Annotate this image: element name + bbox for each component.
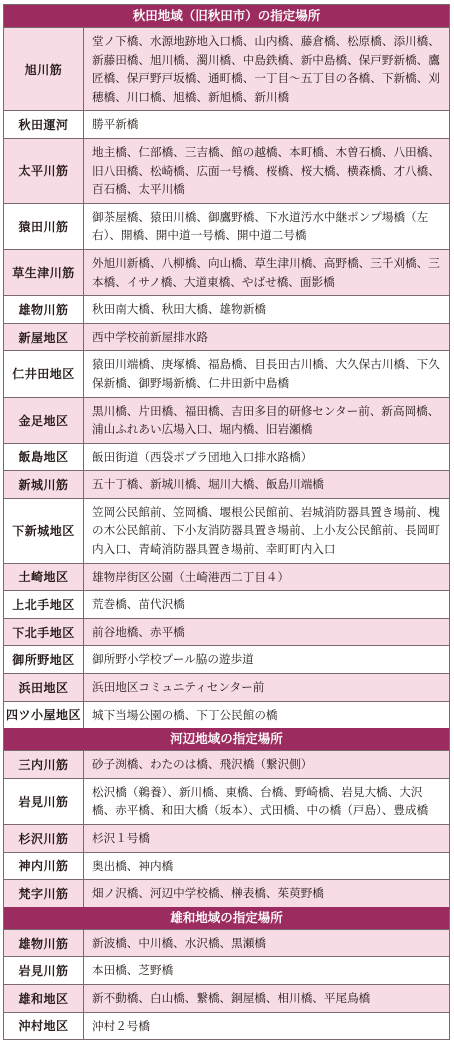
place-list: 荒巻橋、苗代沢橋 bbox=[92, 597, 185, 612]
place-list: 前谷地橋、赤平橋 bbox=[92, 624, 185, 639]
table-row bbox=[4, 351, 449, 397]
section-yuwa bbox=[4, 907, 449, 1039]
place-list: 外旭川新橋、八柳橋、向山橋、草生津川橋、高野橋、三千刈橋、三本橋、イサノ橋、大道東橋、やばせ橋、面影橋 bbox=[92, 255, 440, 289]
table-row bbox=[4, 702, 449, 729]
section-header: 河辺地域の指定場所 bbox=[4, 728, 449, 751]
table-row bbox=[4, 111, 449, 139]
table-row bbox=[4, 825, 449, 853]
area-label: 新城川筋 bbox=[4, 471, 84, 498]
table-row bbox=[4, 250, 449, 296]
place-list: 堂ノ下橋、水源地跡地入口橋、山内橋、藤倉橋、松原橋、添川橋、新藤田橋、旭川橋、濁川橋、中島鉄橋、新中島橋、保戸野新橋、鷹匠橋、保戸野戸坂橋、通町橋、一丁目〜五丁目の各橋、下新橋、刈穂橋、川口橋、旭橋、新旭橋、新川橋 bbox=[92, 34, 440, 104]
area-label: 金足地区 bbox=[4, 398, 84, 443]
area-label: 下新城地区 bbox=[4, 499, 84, 563]
area-label: 岩見川筋 bbox=[4, 779, 84, 824]
table-row bbox=[4, 564, 449, 592]
table-row bbox=[4, 674, 449, 702]
place-list: 本田橋、芝野橋 bbox=[92, 963, 174, 978]
area-label: 岩見川筋 bbox=[4, 957, 84, 984]
table-row bbox=[4, 139, 449, 204]
area-label: 草生津川筋 bbox=[4, 250, 84, 295]
place-list: 五十丁橋、新城川橋、堀川大橋、飯島川端橋 bbox=[92, 477, 324, 492]
area-label: 神内川筋 bbox=[4, 853, 84, 880]
area-label: 梵字川筋 bbox=[4, 880, 84, 907]
table-row bbox=[4, 880, 449, 907]
area-label: 四ツ小屋地区 bbox=[4, 702, 84, 729]
section-akita bbox=[4, 5, 449, 728]
place-list: 笠岡公民館前、笠岡橋、堰根公民館前、岩城消防器具置き場前、槐の木公民館前、下小友消防器具置き場前、上小友公民館前、長岡町内入口、青崎消防器具置き場前、幸町町内入口 bbox=[92, 504, 440, 557]
section-header: 秋田地域（旧秋田市）の指定場所 bbox=[4, 5, 449, 28]
table-row bbox=[4, 646, 449, 674]
area-label: 秋田運河 bbox=[4, 111, 84, 138]
area-label: 下北手地区 bbox=[4, 619, 84, 646]
area-label: 雄和地区 bbox=[4, 985, 84, 1012]
table-row bbox=[4, 957, 449, 985]
place-list: 松沢橋（鵜養）、新川橋、東橋、台橋、野崎橋、岩見大橋、大沢橋、赤平橋、和田大橋（坂本）、式田橋、中の橋（戸島）、豊成橋 bbox=[92, 784, 429, 818]
area-label: 土崎地区 bbox=[4, 564, 84, 591]
place-list: 浜田地区コミュニティセンター前 bbox=[92, 680, 265, 695]
place-list: 御所野小学校プール脇の遊歩道 bbox=[92, 652, 254, 667]
place-list: 黒川橋、片田橋、福田橋、吉田多目的研修センター前、新高岡橋、浦山ふれあい広場入口、堀内橋、旧岩瀬橋 bbox=[92, 403, 440, 437]
area-label: 太平川筋 bbox=[4, 139, 84, 203]
place-list: 砂子渕橋、わたのは橋、飛沢橋（繋沢側） bbox=[92, 757, 313, 772]
table-row bbox=[4, 591, 449, 619]
table-row bbox=[4, 444, 449, 472]
place-list: 猿田川端橋、庚塚橋、福島橋、目長田古川橋、大久保古川橋、下久保新橋、御野場新橋、仁井田新中島橋 bbox=[92, 357, 440, 390]
area-label: 沖村地区 bbox=[4, 1013, 84, 1040]
place-list: 畑ノ沢橋、河辺中学校橋、榊表橋、茱萸野橋 bbox=[92, 886, 324, 901]
place-list: 奥出橋、神内橋 bbox=[92, 858, 174, 873]
table-row bbox=[4, 1013, 449, 1040]
place-list: 秋田南大橋、秋田大橋、雄物新橋 bbox=[92, 302, 266, 317]
area-label: 新屋地区 bbox=[4, 324, 84, 351]
place-list: 勝平新橋 bbox=[92, 117, 139, 132]
area-label: 上北手地区 bbox=[4, 591, 84, 618]
place-list: 飯田街道（西袋ポプラ団地入口排水路橋） bbox=[92, 449, 313, 464]
section-header: 雄和地域の指定場所 bbox=[4, 907, 449, 930]
area-label: 三内川筋 bbox=[4, 751, 84, 778]
table-row bbox=[4, 204, 449, 250]
table-row bbox=[4, 28, 449, 111]
area-label: 浜田地区 bbox=[4, 674, 84, 701]
place-list: 杉沢１号橋 bbox=[92, 831, 150, 845]
table-row bbox=[4, 779, 449, 825]
area-label: 旭川筋 bbox=[4, 28, 84, 110]
table-row bbox=[4, 324, 449, 352]
place-list: 新波橋、中川橋、水沢橋、黒瀬橋 bbox=[92, 935, 266, 950]
area-label: 猿田川筋 bbox=[4, 204, 84, 249]
place-list: 地主橋、仁部橋、三吉橋、館の越橋、本町橋、木曽石橋、八田橋、旧八田橋、松崎橋、広面一号橋、桜橋、桜大橋、横森橋、才八橋、百石橋、太平川橋 bbox=[92, 144, 440, 197]
table-row bbox=[4, 751, 449, 779]
table-row bbox=[4, 499, 449, 564]
designated-places-table bbox=[3, 4, 450, 1040]
area-label: 飯島地区 bbox=[4, 444, 84, 471]
place-list: 西中学校前新屋排水路 bbox=[92, 329, 208, 344]
section-kawabe bbox=[4, 728, 449, 907]
area-label: 杉沢川筋 bbox=[4, 825, 84, 852]
table-row bbox=[4, 471, 449, 499]
table-row bbox=[4, 853, 449, 881]
area-label: 雄物川筋 bbox=[4, 930, 84, 957]
place-list: 城下当場公園の橋、下丁公民館の橋 bbox=[92, 707, 278, 722]
place-list: 沖村２号橋 bbox=[92, 1018, 150, 1033]
table-row bbox=[4, 985, 449, 1013]
place-list: 御茶屋橋、猿田川橋、御鷹野橋、下水道汚水中継ポンプ場橋（左右）、開橋、開中道一号橋、開中道二号橋 bbox=[92, 209, 429, 243]
table-row bbox=[4, 619, 449, 647]
place-list: 雄物岸街区公園（土崎港西二丁目４） bbox=[92, 569, 290, 584]
table-row bbox=[4, 296, 449, 324]
place-list: 新不動橋、白山橋、繋橋、銅屋橋、相川橋、平尾鳥橋 bbox=[92, 990, 371, 1005]
table-row bbox=[4, 398, 449, 444]
area-label: 御所野地区 bbox=[4, 646, 84, 673]
table-row bbox=[4, 930, 449, 958]
area-label: 雄物川筋 bbox=[4, 296, 84, 323]
area-label: 仁井田地区 bbox=[4, 351, 84, 396]
